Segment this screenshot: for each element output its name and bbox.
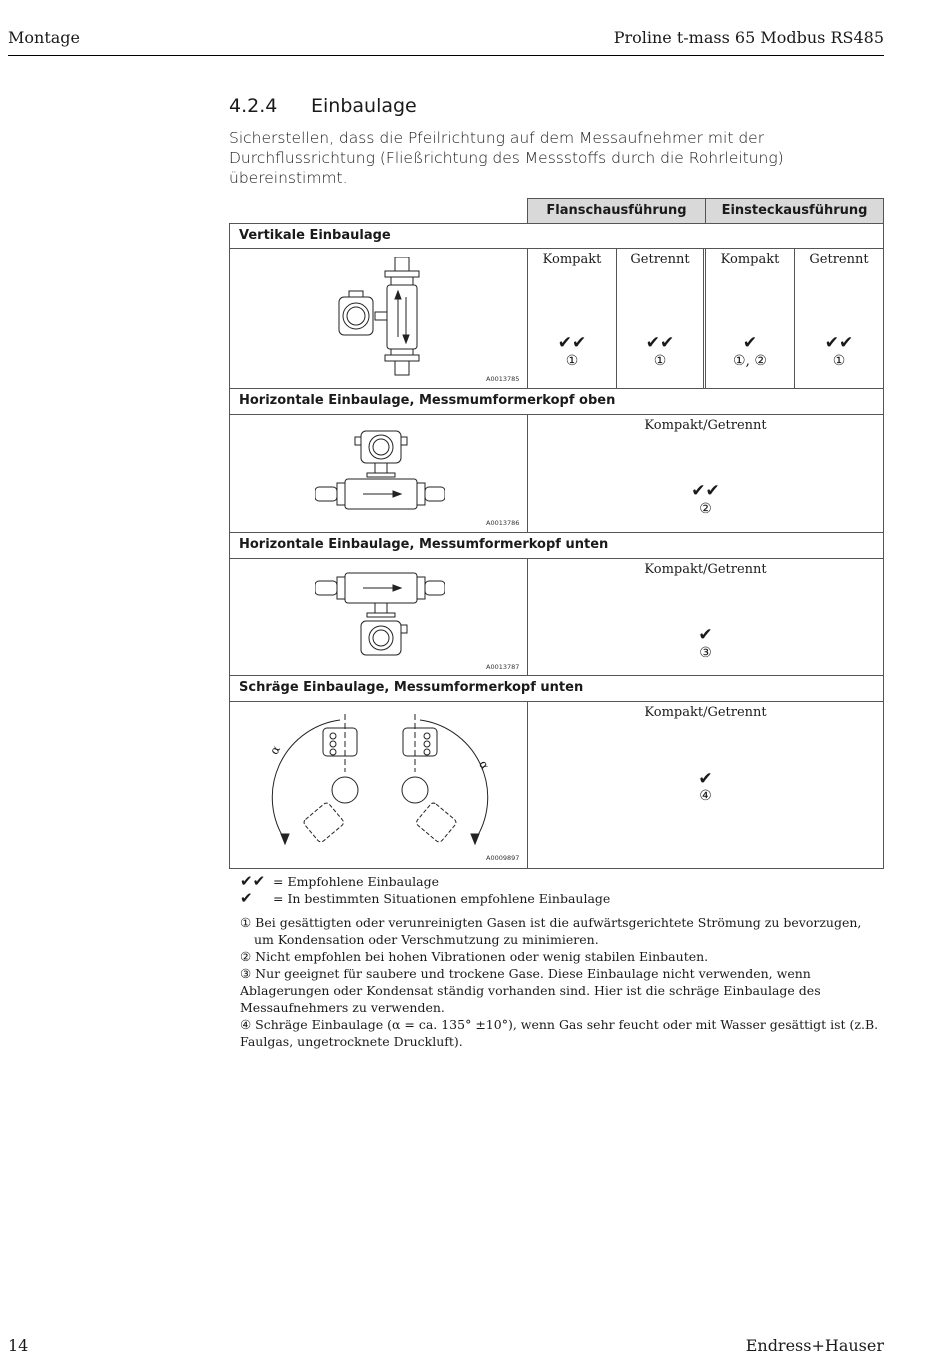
legend-symbol: ✔✔ [240, 872, 266, 890]
figure-cell-vertical [229, 248, 528, 389]
check-mark: ✔✔ [691, 481, 720, 501]
check-mark: ✔✔ [557, 333, 587, 353]
col-header-flange: Flanschausführung [527, 198, 706, 224]
figure-code: A0013785 [486, 375, 520, 383]
footnote-ref: ① [653, 353, 667, 369]
legend-text: = In bestimmten Situationen empfohlene Einbaulage [273, 891, 611, 906]
footnote-ref: ② [699, 501, 712, 517]
cell-insertion-remote [794, 248, 884, 389]
legend-symbol: ✔ [240, 889, 253, 907]
section-title: Einbaulage [311, 95, 417, 117]
row-title-horizontal-bottom: Horizontale Einbaulage, Messumformerkopf unten [229, 532, 884, 559]
cell-horizontal-bottom [527, 558, 884, 676]
sub-header-label: Kompakt [720, 252, 780, 267]
figure-code: A0013786 [486, 519, 520, 527]
figure-cell-horizontal-top [229, 414, 528, 533]
section-heading [229, 95, 417, 117]
check-mark: ✔ [742, 333, 758, 353]
horizontal-bottom-figure [315, 569, 445, 661]
section-number: 4.2.4 [229, 95, 278, 117]
compact-remote-label: Kompakt/Getrennt [644, 705, 767, 720]
check-mark: ✔✔ [645, 333, 675, 353]
footnotes [240, 914, 880, 1050]
alpha-label-left: α [266, 742, 284, 758]
figure-cell-inclined [229, 701, 528, 869]
header-rule [8, 55, 884, 56]
horizontal-top-figure [315, 427, 445, 517]
section-intro: Sicherstellen, dass die Pfeilrichtung auf dem Messaufnehmer mit der Durchflussrichtung (Fließrichtung des Messstoffs durch die Rohrleitung) übereinstimmt. [229, 129, 784, 187]
cell-flange-compact [527, 248, 617, 389]
legend-recommended [240, 872, 439, 890]
cell-flange-remote [616, 248, 706, 389]
sub-header-label: Getrennt [630, 252, 690, 267]
footnote-1: ① Bei gesättigten oder verunreinigten Gasen ist die aufwärtsgerichtete Strömung zu bevorzugen, [240, 915, 862, 930]
alpha-label-right: α [475, 757, 493, 773]
figure-code: A0013787 [486, 663, 520, 671]
row-title-inclined: Schräge Einbaulage, Messumformerkopf unten [229, 675, 884, 702]
page-number: 14 [8, 1336, 29, 1355]
footnote-ref: ① [832, 353, 846, 369]
check-mark: ✔ [698, 625, 713, 645]
row-title-horizontal-top: Horizontale Einbaulage, Messmumformerkopf oben [229, 388, 884, 415]
figure-code: A0009897 [486, 854, 520, 862]
col-header-insertion: Einsteckausführung [705, 198, 884, 224]
vertical-mounting-figure [335, 257, 425, 377]
compact-remote-label: Kompakt/Getrennt [644, 562, 767, 577]
legend-conditional [240, 889, 610, 907]
footnote-ref: ① [565, 353, 579, 369]
sub-header-label: Getrennt [809, 252, 869, 267]
cell-horizontal-top [527, 414, 884, 533]
inclined-mounting-figure [265, 712, 495, 852]
cell-insertion-compact [705, 248, 795, 389]
footer-brand: Endress+Hauser [745, 1336, 884, 1355]
sub-header-label: Kompakt [542, 252, 602, 267]
check-mark: ✔ [698, 769, 713, 789]
footnote-ref: ④ [699, 788, 712, 804]
legend-text: = Empfohlene Einbaulage [273, 874, 439, 889]
header-product: Proline t-mass 65 Modbus RS485 [613, 28, 884, 47]
compact-remote-label: Kompakt/Getrennt [644, 418, 767, 433]
check-mark: ✔✔ [824, 333, 854, 353]
footnote-3: ③ Nur geeignet für saubere und trockene Gase. Diese Einbaulage nicht verwenden, wenn Ablagerungen oder Kondensat ständig vorhanden sind. Hier ist die schräge Einbaulage des Messaufnehmers zu verwenden. [240, 966, 821, 1015]
footnote-2: ② Nicht empfohlen bei hohen Vibrationen oder wenig stabilen Einbauten. [240, 949, 709, 964]
footnote-1-cont: um Kondensation oder Verschmutzung zu minimieren. [254, 932, 599, 947]
figure-cell-horizontal-bottom [229, 558, 528, 676]
cell-inclined [527, 701, 884, 869]
footnote-ref: ①, ② [732, 353, 767, 369]
footnote-ref: ③ [699, 645, 712, 661]
header-section: Montage [8, 28, 80, 47]
row-title-vertical: Vertikale Einbaulage [229, 223, 884, 249]
footnote-4: ④ Schräge Einbaulage (α = ca. 135° ±10°), wenn Gas sehr feucht oder mit Wasser gesättigt ist (z.B. Faulgas, ungetrocknete Druckluft). [240, 1017, 879, 1049]
